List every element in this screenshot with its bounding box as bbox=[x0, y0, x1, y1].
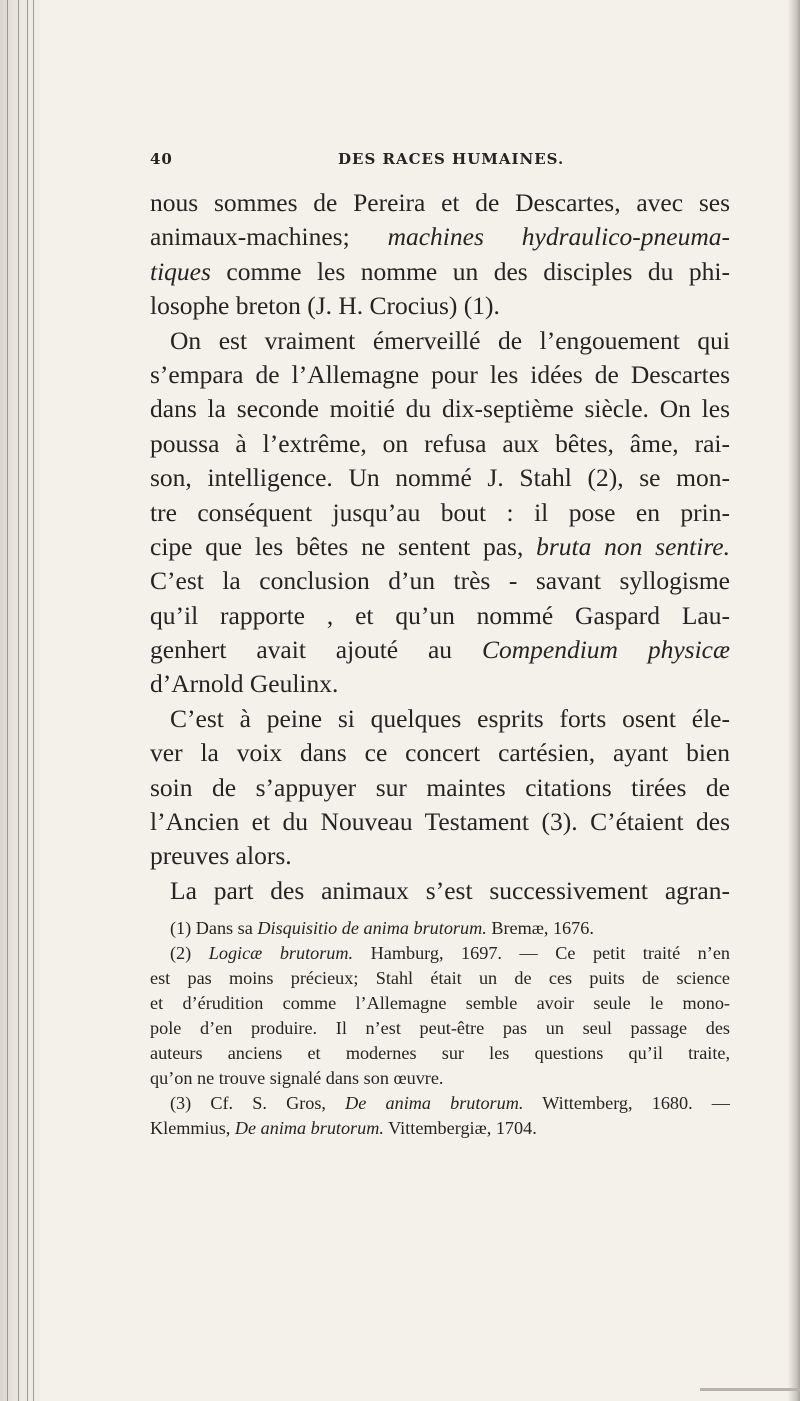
text-line bbox=[150, 564, 730, 598]
book-page bbox=[150, 150, 730, 1141]
text-run: Klemmius, bbox=[150, 1118, 235, 1139]
text-run: Bremæ, 1676. bbox=[486, 918, 594, 939]
running-title: DES RACES HUMAINES. bbox=[338, 150, 565, 168]
italic-text: De anima brutorum. bbox=[234, 1118, 384, 1139]
italic-text: tiques bbox=[150, 256, 211, 286]
text-line bbox=[150, 324, 730, 358]
text-run: et d’érudition comme l’Allemagne semble avoir seule le mono- bbox=[150, 993, 730, 1014]
text-run: cipe que les bêtes ne sentent pas, bbox=[150, 531, 537, 561]
text-run: Hamburg, 1697. — Ce petit traité n’en bbox=[353, 943, 730, 964]
text-run: animaux-machines; bbox=[150, 222, 388, 252]
text-run: (3) Cf. S. Gros, bbox=[170, 1093, 346, 1114]
text-run: l’Ancien et du Nouveau Testament (3). C’étaient des bbox=[150, 807, 730, 837]
text-run: On est vraiment émerveillé de l’engouement qui bbox=[170, 325, 730, 355]
text-line bbox=[150, 530, 730, 564]
text-run: comme les nomme un des disciples du phi- bbox=[210, 256, 730, 286]
text-run: Vittembergiæ, 1704. bbox=[383, 1118, 537, 1139]
text-run: ver la voix dans ce concert cartésien, ayant bien bbox=[150, 738, 730, 768]
text-run: tre conséquent jusqu’au bout : il pose en prin- bbox=[150, 497, 730, 527]
text-line bbox=[150, 839, 730, 873]
text-line bbox=[150, 771, 730, 805]
footnotes bbox=[150, 916, 730, 1141]
text-run: qu’on ne trouve signalé dans son œuvre. bbox=[150, 1068, 444, 1089]
text-run: son, intelligence. Un nommé J. Stahl (2), se mon- bbox=[150, 463, 730, 493]
text-line bbox=[150, 186, 730, 220]
edge-line bbox=[33, 0, 34, 1401]
italic-text: Compendium physicæ bbox=[481, 635, 730, 665]
italic-text: machines hydraulico-pneuma- bbox=[387, 222, 730, 252]
text-run: La part des animaux s’est successivement agran- bbox=[170, 875, 730, 905]
italic-text: De anima brutorum. bbox=[345, 1093, 524, 1114]
text-line bbox=[150, 736, 730, 770]
text-run: dans la seconde moitié du dix-septième siècle. On les bbox=[150, 394, 730, 424]
text-line bbox=[150, 427, 730, 461]
text-run: nous sommes de Pereira et de Descartes, avec ses bbox=[150, 188, 730, 217]
text-run: pole d’en produire. Il n’est peut-être pas un seul passage des bbox=[150, 1018, 730, 1039]
text-line bbox=[150, 461, 730, 495]
footnote-line bbox=[150, 991, 730, 1016]
text-line bbox=[150, 392, 730, 426]
page-number: 40 bbox=[150, 150, 173, 168]
footnote-line bbox=[150, 1066, 730, 1091]
text-run: (2) bbox=[170, 943, 209, 964]
text-line bbox=[150, 220, 730, 254]
text-line bbox=[150, 805, 730, 839]
bottom-edge-shadow bbox=[700, 1388, 800, 1391]
text-run: C’est à peine si quelques esprits forts osent éle- bbox=[170, 703, 730, 733]
footnote-line bbox=[150, 1041, 730, 1066]
text-line bbox=[150, 496, 730, 530]
footnote-line bbox=[150, 966, 730, 991]
italic-text: Logicæ brutorum. bbox=[208, 943, 354, 964]
text-run: d’Arnold Geulinx. bbox=[150, 669, 339, 699]
edge-line bbox=[18, 0, 19, 1401]
text-line bbox=[150, 874, 730, 908]
text-run: auteurs anciens et modernes sur les questions qu’il traite, bbox=[150, 1043, 730, 1064]
italic-text: bruta non sentire. bbox=[536, 531, 730, 561]
text-line bbox=[150, 289, 730, 323]
text-line bbox=[150, 702, 730, 736]
text-run: losophe breton (J. H. Crocius) (1). bbox=[150, 291, 500, 321]
footnote-line bbox=[150, 1091, 730, 1116]
text-run: C’est la conclusion d’un très - savant syllogisme bbox=[150, 566, 730, 596]
text-run: est pas moins précieux; Stahl était un de ces puits de science bbox=[150, 968, 730, 989]
text-run: genhert avait ajouté au bbox=[150, 635, 482, 665]
footnote-line bbox=[150, 1116, 730, 1141]
edge-line bbox=[27, 0, 28, 1401]
text-line bbox=[150, 599, 730, 633]
running-head bbox=[150, 150, 730, 174]
text-run: qu’il rapporte , et qu’un nommé Gaspard Lau- bbox=[150, 600, 730, 630]
italic-text: Disquisitio de anima brutorum. bbox=[257, 918, 487, 939]
right-page-edge bbox=[788, 0, 800, 1401]
left-page-edge bbox=[0, 0, 40, 1401]
text-run: (1) Dans sa bbox=[170, 918, 258, 939]
text-run: poussa à l’extrême, on refusa aux bêtes, âme, rai- bbox=[150, 428, 730, 458]
text-line bbox=[150, 255, 730, 289]
text-run: preuves alors. bbox=[150, 841, 292, 871]
text-run: soin de s’appuyer sur maintes citations tirées de bbox=[150, 772, 730, 802]
text-line bbox=[150, 667, 730, 701]
text-run: Wittemberg, 1680. — bbox=[523, 1093, 730, 1114]
footnote-line bbox=[150, 916, 730, 941]
main-text bbox=[150, 186, 730, 908]
footnote-line bbox=[150, 941, 730, 966]
text-run: s’empara de l’Allemagne pour les idées de Descartes bbox=[150, 359, 730, 389]
footnote-line bbox=[150, 1016, 730, 1041]
text-line bbox=[150, 633, 730, 667]
text-line bbox=[150, 358, 730, 392]
edge-line bbox=[7, 0, 8, 1401]
